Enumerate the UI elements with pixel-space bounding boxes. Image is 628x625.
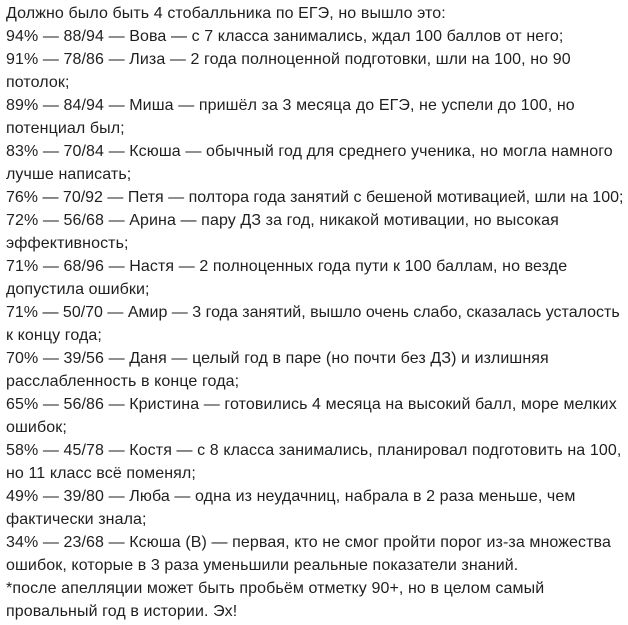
post-line: 71% — 50/70 — Амир — 3 года занятий, вышло очень слабо, сказалась усталость [6, 304, 620, 321]
post-line: 72% — 56/68 — Арина — пару ДЗ за год, никакой мотивации, но высокая [6, 212, 559, 229]
post-line: 65% — 56/86 — Кристина — готовились 4 месяца на высокий балл, море мелких [6, 396, 617, 413]
post-line: лучше написать; [6, 166, 132, 183]
post-line: 34% — 23/68 — Ксюша (В) — первая, кто не смог пройти порог из-за множества [6, 534, 611, 551]
post-line: фактически знала; [6, 511, 147, 528]
post-line: 76% — 70/92 — Петя — полтора года занятий с бешеной мотивацией, шли на 100; [6, 189, 624, 206]
post-line: но 11 класс всё поменял; [6, 465, 196, 482]
post-line: ошибок, которые в 3 раза уменьшили реальные показатели знаний. [6, 557, 519, 574]
post-line: *после апелляции может быть пробьём отметку 90+, но в целом самый [6, 580, 545, 597]
post-line: 94% — 88/94 — Вова — с 7 класса занимались, ждал 100 баллов от него; [6, 28, 564, 45]
post-line: допустила ошибки; [6, 281, 150, 298]
post-line: 70% — 39/56 — Даня — целый год в паре (но почти без ДЗ) и излишняя [6, 350, 549, 367]
post-line: к концу года; [6, 327, 102, 344]
post-line: провальный год в истории. Эх! [6, 603, 238, 620]
post-line: 83% — 70/84 — Ксюша — обычный год для среднего ученика, но могла намного [6, 143, 613, 160]
post-line: 49% — 39/80 — Люба — одна из неудачниц, набрала в 2 раза меньше, чем [6, 488, 576, 505]
post-line: расслабленность в конце года; [6, 373, 240, 390]
post-line: Должно было быть 4 стобалльника по ЕГЭ, но вышло это: [6, 5, 446, 22]
post-line: эффективность; [6, 235, 129, 252]
post-line: ошибок; [6, 419, 67, 436]
post-line: потолок; [6, 74, 70, 91]
post-line: 71% — 68/96 — Настя — 2 полноценных года пути к 100 баллам, но везде [6, 258, 568, 275]
post-line: 58% — 45/78 — Костя — с 8 класса занимались, планировал подготовить на 100, [6, 442, 622, 459]
post-line: 91% — 78/86 — Лиза — 2 года полноценной подготовки, шли на 100, но 90 [6, 51, 571, 68]
post-line: потенциал был; [6, 120, 125, 137]
post-line: 89% — 84/94 — Миша — пришёл за 3 месяца до ЕГЭ, не успели до 100, но [6, 97, 575, 114]
